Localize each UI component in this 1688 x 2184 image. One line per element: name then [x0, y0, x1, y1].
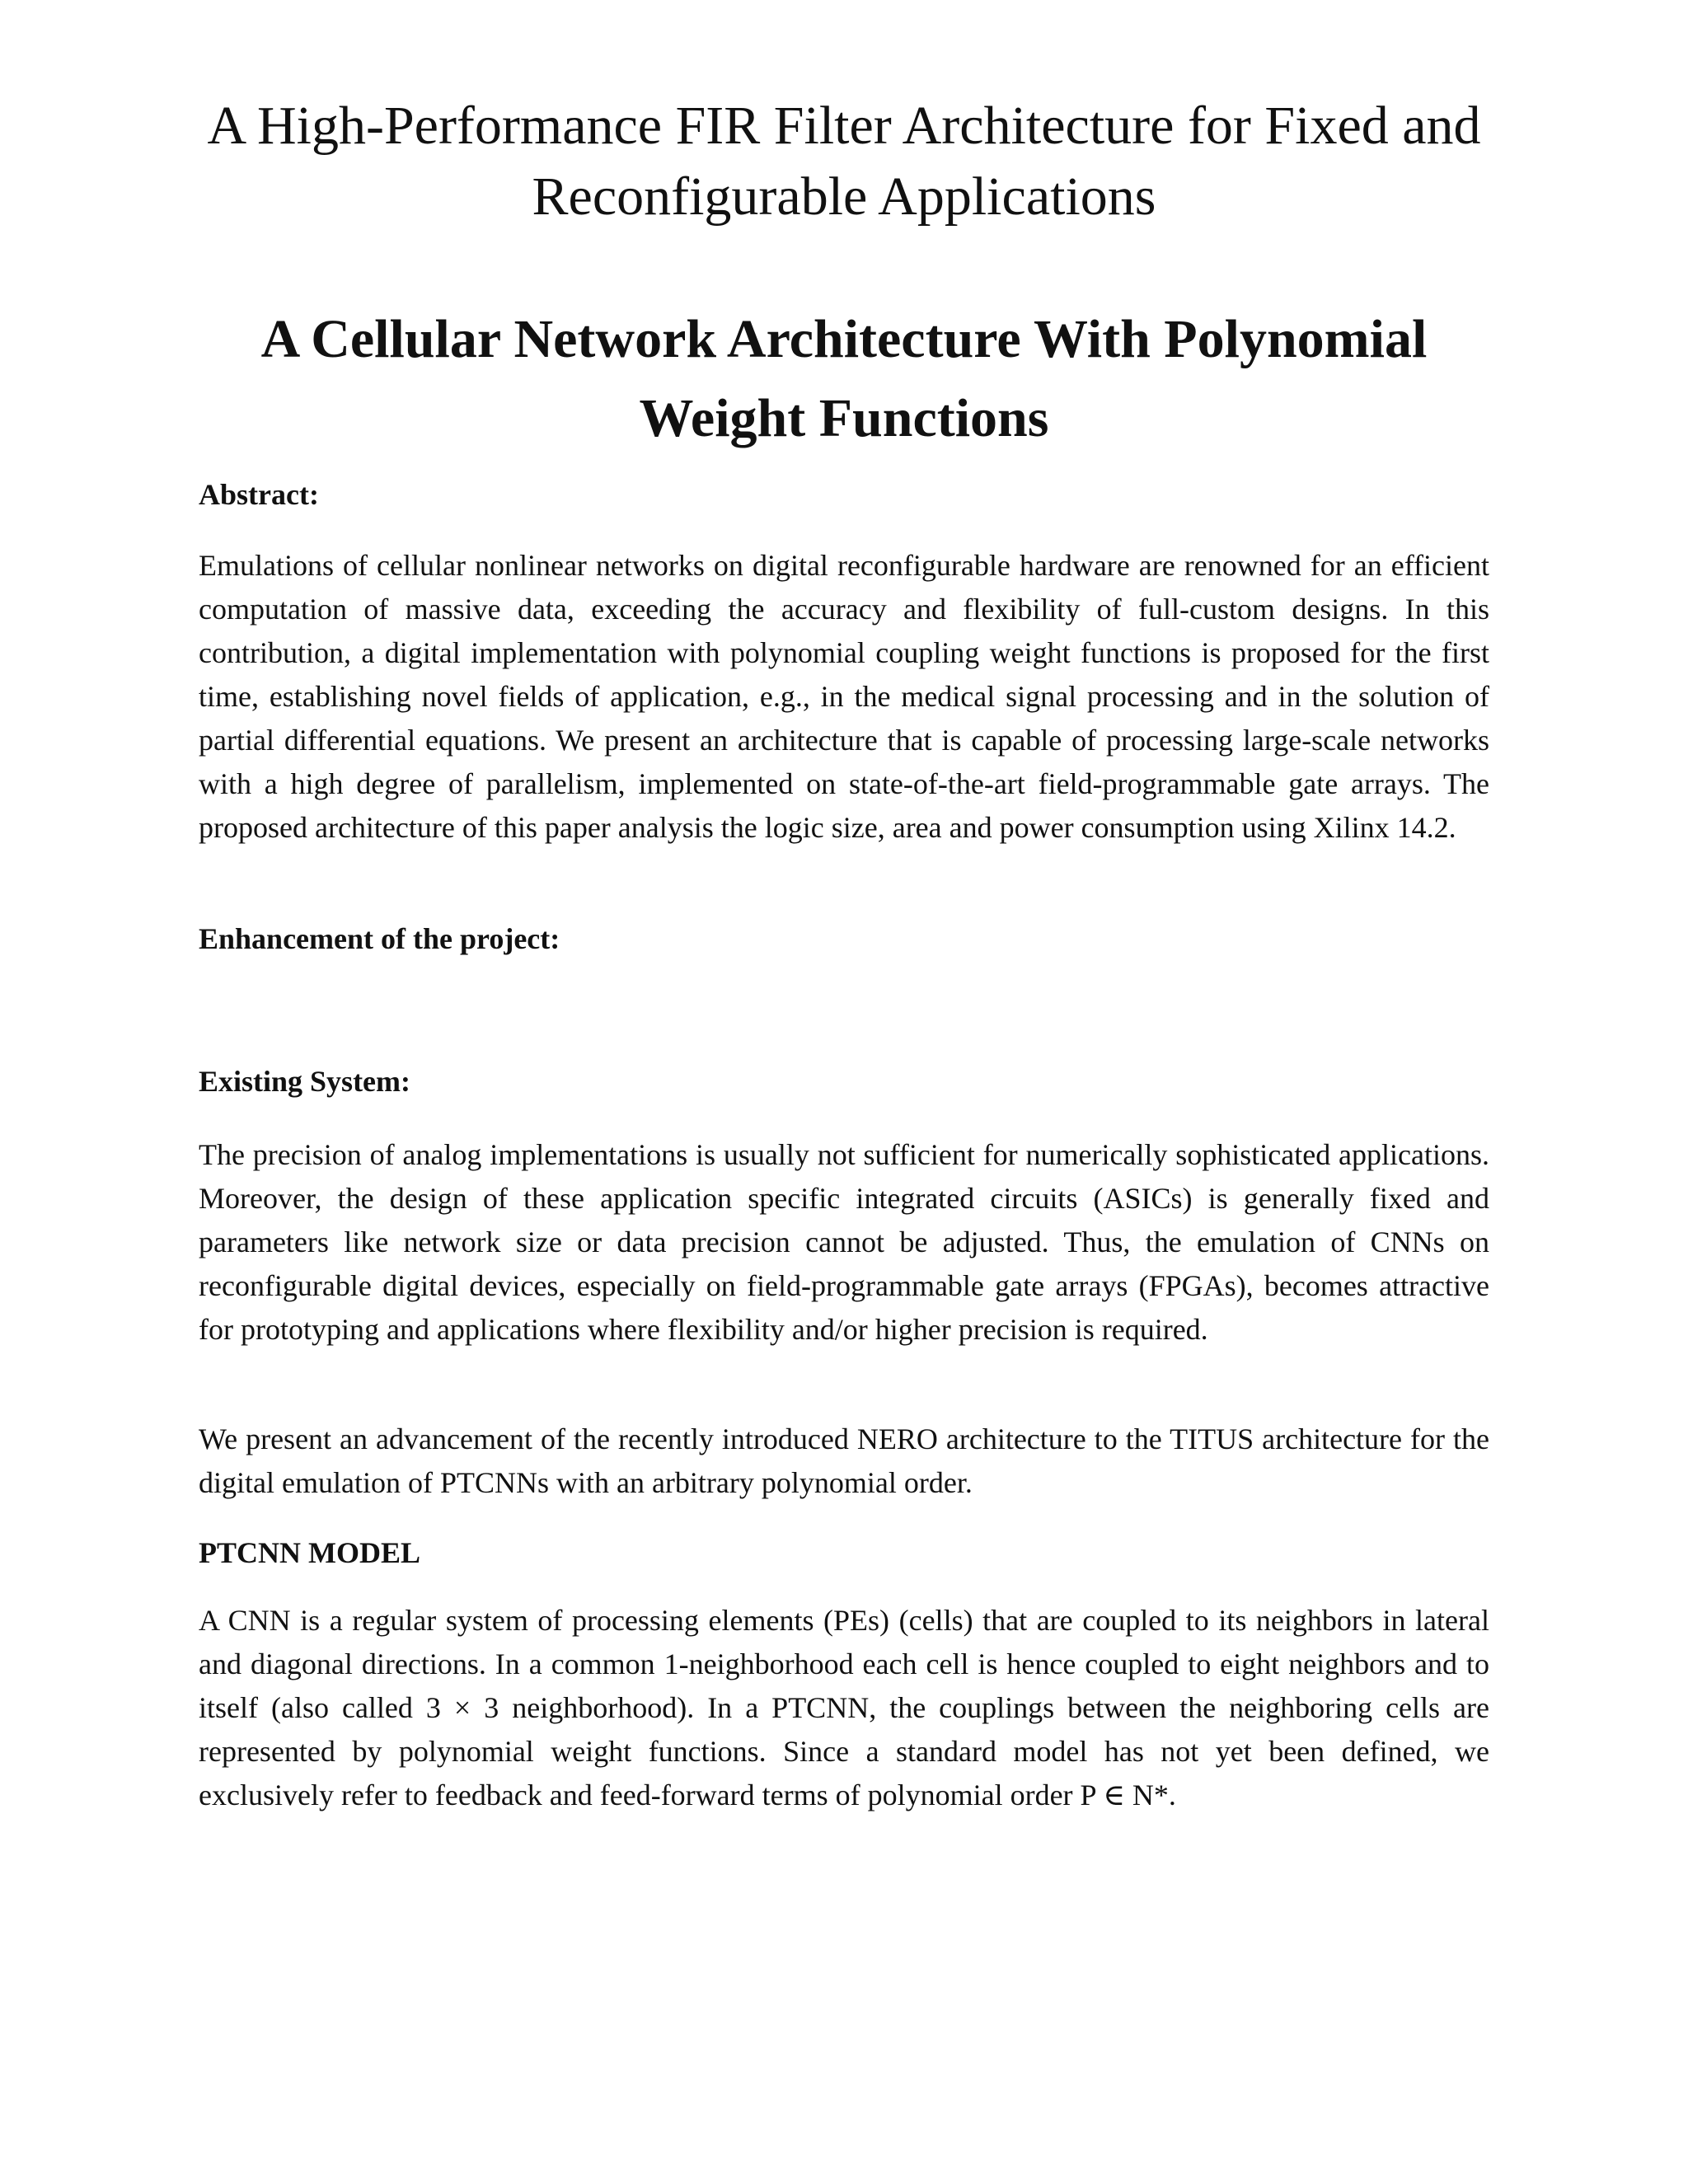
existing-system-heading: Existing System: [199, 1065, 411, 1098]
abstract-heading: Abstract: [199, 478, 319, 511]
existing-system-paragraph-2: We present an advancement of the recently introduced NERO architecture to the TITUS architecture for the digital emulation of PTCNNs with an arbitrary polynomial order. [199, 1422, 1489, 1499]
existing-system-paragraph-1: The precision of analog implementations is usually not sufficient for numerically sophisticated applications. Moreover, the design of these application specific integrated circuits (ASICs) is generally fixed and parameters like network size or data precision cannot be adjusted. Thus, the emulation of CNNs on reconfigurable digital devices, especially on field-programmable gate arrays (FPGAs), becomes attractive for prototyping and applications where flexibility and/or higher precision is required. [199, 1138, 1489, 1346]
document-title-top: A High-Performance FIR Filter Architecture for Fixed and Reconfigurable Applications [207, 96, 1481, 227]
document-title-main: A Cellular Network Architecture With Polynomial Weight Functions [260, 309, 1428, 448]
abstract-text: Emulations of cellular nonlinear networks on digital reconfigurable hardware are renowned for an efficient computation of massive data, exceeding the accuracy and flexibility of full-custom designs. In this contribution, a digital implementation with polynomial coupling weight functions is proposed for the first time, establishing novel fields of application, e.g., in the medical signal processing and in the solution of partial differential equations. We present an architecture that is capable of processing large-scale networks with a high degree of parallelism, implemented on state-of-the-art field-programmable gate arrays. The proposed architecture of this paper analysis the logic size, area and power consumption using Xilinx 14.2. [199, 549, 1489, 844]
ptcnn-model-paragraph: A CNN is a regular system of processing elements (PEs) (cells) that are coupled to its neighbors in lateral and diagonal directions. In a common 1-neighborhood each cell is hence coupled to eight neighbors and to itself (also called 3 × 3 neighborhood). In a PTCNN, the couplings between the neighboring cells are represented by polynomial weight functions. Since a standard model has not yet been defined, we exclusively refer to feedback and feed-forward terms of polynomial order P ∈ N*. [199, 1604, 1489, 1811]
ptcnn-model-heading: PTCNN MODEL [199, 1536, 420, 1569]
enhancement-heading: Enhancement of the project: [199, 922, 560, 955]
